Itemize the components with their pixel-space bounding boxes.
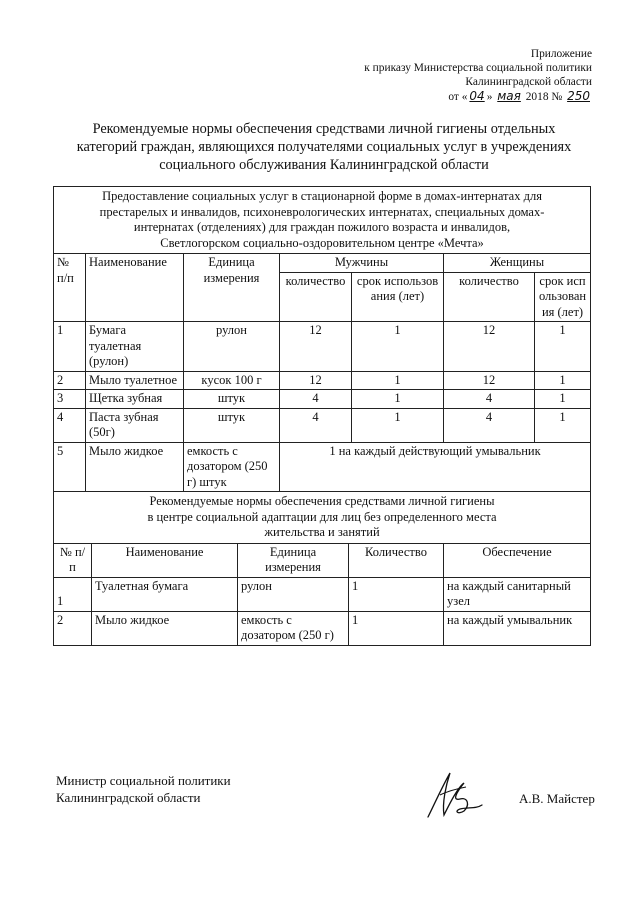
date-month: мая <box>497 89 521 103</box>
table-row: 4 Паста зубная (50г) штук 4 1 4 1 <box>54 408 591 442</box>
handwritten-signature <box>420 765 490 825</box>
table-row: 2 Мыло жидкое емкость с дозатором (250 г) 1 на каждый умывальник <box>54 611 591 645</box>
date-prefix: от « <box>448 91 468 103</box>
header-qty-women: количество <box>444 272 535 322</box>
header-term-women: срок использования (лет) <box>535 272 591 322</box>
adaptation-norms-table <box>53 491 591 646</box>
header-women: Женщины <box>444 254 591 273</box>
header-men: Мужчины <box>280 254 444 273</box>
header-unit: Единица измерения <box>238 543 349 577</box>
header-num: № п/п <box>54 254 86 322</box>
appendix-order: к приказу Министерства социальной политики <box>364 62 592 74</box>
table-row: 2 Мыло туалетное кусок 100 г 12 1 12 1 <box>54 371 591 390</box>
norms-tables <box>53 186 590 646</box>
signer-position: Министр социальной политики Калининградской области <box>56 773 231 805</box>
signature-block <box>56 772 596 806</box>
document-title <box>56 120 592 174</box>
header-term-men: срок использования (лет) <box>352 272 444 322</box>
table-row: 1 Бумага туалетная (рулон) рулон 12 1 12 1 <box>54 322 591 372</box>
appendix-date <box>332 89 592 104</box>
title-line-2: категорий граждан, являющихся получателями социальных услуг в учреждениях <box>76 139 572 155</box>
appendix-region: Калининградской области <box>465 76 592 88</box>
table-row: 3 Щетка зубная штук 4 1 4 1 <box>54 390 591 409</box>
order-number: 250 <box>567 89 590 103</box>
title-line-1: Рекомендуемые нормы обеспечения средствами личной гигиены отдельных <box>92 121 556 137</box>
header-num: № п/п <box>54 543 92 577</box>
table-row: 5 Мыло жидкое емкость с дозатором (250 г) штук 1 на каждый действующий умывальник <box>54 442 591 492</box>
date-mid: » <box>486 91 493 103</box>
table-row: 1 Туалетная бумага рулон 1 на каждый санитарный узел <box>54 577 591 611</box>
section-header-adaptation: Рекомендуемые нормы обеспечения средствами личной гигиены в центре социальной адаптации для лиц без определенного места жительства и занятий <box>54 492 591 544</box>
header-qty: Количество <box>349 543 444 577</box>
header-name: Наименование <box>86 254 184 322</box>
date-day: 04 <box>469 89 485 103</box>
title-line-3: социального обслуживания Калининградской области <box>159 157 489 173</box>
merged-cell: 1 на каждый действующий умывальник <box>280 442 591 492</box>
header-unit: Единица измерения <box>184 254 280 322</box>
appendix-title: Приложение <box>530 48 592 60</box>
stationary-norms-table <box>53 186 591 492</box>
header-name: Наименование <box>92 543 238 577</box>
appendix-block <box>332 47 592 104</box>
header-qty-men: количество <box>280 272 352 322</box>
date-year: 2018 № <box>525 91 563 103</box>
header-provision: Обеспечение <box>444 543 591 577</box>
section-header-stationary: Предоставление социальных услуг в стационарной форме в домах-интернатах для престарелых и инвалидов, психоневрологических интернатах, специальных домах- интернатах (отделениях) для граждан пожилого возраста и инвалидов, Светлогорском социально-оздоровительном центре «Мечта» <box>54 187 591 254</box>
signer-name: А.В. Майстер <box>519 791 595 806</box>
